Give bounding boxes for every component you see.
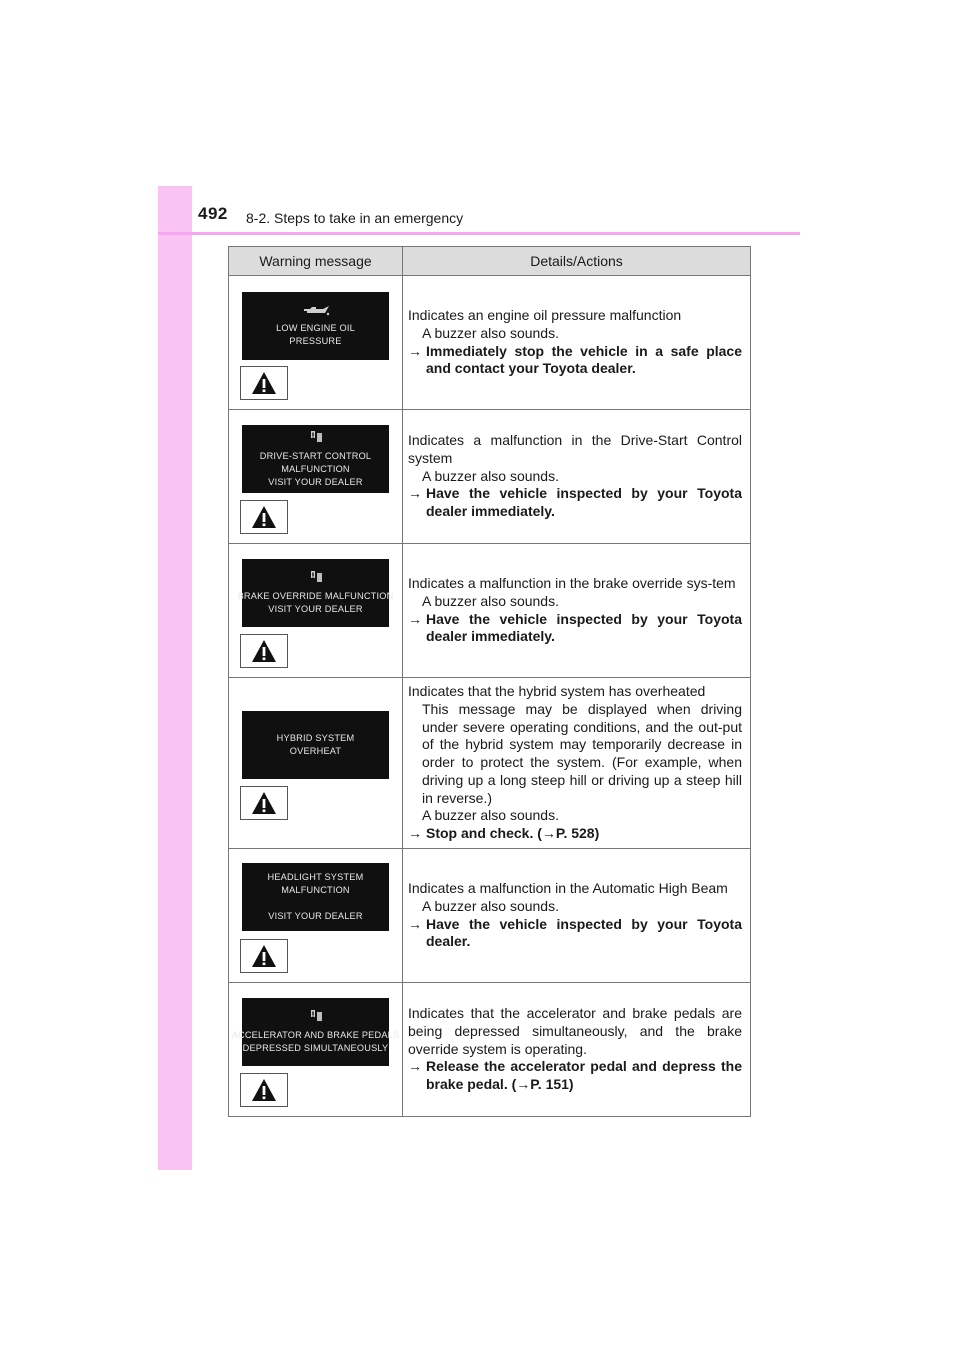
arrow-right-icon: → — [408, 485, 422, 502]
required-action — [408, 825, 742, 843]
warning-car-icon — [307, 430, 325, 448]
details-actions-cell — [403, 983, 751, 1117]
display-text-line: VISIT YOUR DEALER — [268, 604, 363, 614]
warning-triangle-icon — [240, 500, 288, 534]
col-header-details-actions: Details/Actions — [403, 247, 751, 276]
details-actions-cell — [403, 276, 751, 410]
required-action — [408, 343, 742, 379]
message-description: Indicates a malfunction in the Automatic High Beam — [408, 879, 728, 896]
warning-message-table — [228, 246, 751, 1117]
chapter-side-band — [158, 186, 192, 1170]
warning-triangle-icon — [240, 634, 288, 668]
details-actions-cell — [403, 849, 751, 983]
display-text-line: HYBRID SYSTEM — [276, 733, 355, 743]
table-row — [229, 410, 751, 544]
arrow-right-icon: → — [408, 825, 422, 842]
table-row — [229, 849, 751, 983]
page-number: 492 — [198, 204, 228, 223]
multi-information-display — [231, 998, 400, 1066]
header-rule — [158, 232, 800, 235]
display-text-line: VISIT YOUR DEALER — [268, 476, 363, 487]
display-text-line: HEADLIGHT SYSTEM — [267, 872, 364, 882]
display-text-line — [314, 897, 317, 910]
message-note: A buzzer also sounds. — [422, 324, 559, 341]
message-note: A buzzer also sounds. — [422, 592, 559, 609]
message-note: A buzzer also sounds. — [422, 807, 559, 824]
message-note: A buzzer also sounds. — [422, 897, 559, 914]
required-action — [408, 916, 742, 952]
warning-triangle-icon — [240, 786, 288, 820]
arrow-right-icon: → — [408, 915, 422, 932]
message-note: A buzzer also sounds. — [422, 467, 559, 484]
message-description: Indicates a malfunction in the brake override sys-tem — [408, 574, 736, 591]
action-text: Have the vehicle inspected by your Toyota dealer immediately. — [426, 485, 742, 520]
message-description: Indicates that the accelerator and brake pedals are being depressed simultaneously, and the brake override system is operating. — [408, 1005, 742, 1057]
col-header-warning-message: Warning message — [229, 247, 403, 276]
message-description: Indicates an engine oil pressure malfunction — [408, 306, 682, 323]
arrow-right-icon: → — [408, 342, 422, 359]
action-text: Release the accelerator pedal and depress the brake pedal. (→P. 151) — [426, 1058, 742, 1093]
warning-message-cell — [229, 544, 403, 678]
multi-information-display — [242, 292, 389, 360]
section-title: 8-2. Steps to take in an emergency — [246, 210, 464, 226]
multi-information-display — [237, 559, 394, 627]
action-text: Have the vehicle inspected by your Toyota dealer immediately. — [426, 610, 742, 645]
display-text-line: MALFUNCTION — [281, 885, 350, 895]
multi-information-display — [242, 425, 389, 493]
message-description: Indicates that the hybrid system has overheated — [408, 682, 706, 699]
required-action — [408, 485, 742, 521]
multi-information-display — [242, 711, 389, 779]
arrow-right-icon: → — [408, 1058, 422, 1075]
action-text: Immediately stop the vehicle in a safe place and contact your Toyota dealer. — [426, 342, 742, 377]
warning-message-cell — [229, 410, 403, 544]
display-text-line: LOW ENGINE OIL — [276, 323, 355, 333]
warning-message-cell — [229, 678, 403, 849]
display-text-line: ACCELERATOR AND BRAKE PEDALS — [231, 1030, 400, 1040]
display-text-line: DEPRESSED SIMULTANEOUSLY — [242, 1043, 389, 1053]
details-actions-cell — [403, 678, 751, 849]
message-note: This message may be displayed when driving under severe operating conditions, and the out-put of the hybrid system may temporarily decrease in order to protect the system. (For example, when driving up a long steep hill or driving up a steep hill in reverse.) — [422, 700, 742, 806]
arrow-right-icon: → — [408, 610, 422, 627]
action-text: Stop and check. (→P. 528) — [426, 825, 600, 842]
details-actions-cell — [403, 544, 751, 678]
table-row — [229, 983, 751, 1117]
display-text-line: PRESSURE — [289, 336, 342, 346]
table-row — [229, 276, 751, 410]
warning-message-cell — [229, 849, 403, 983]
oil-can-icon — [301, 304, 331, 320]
warning-message-cell — [229, 276, 403, 410]
details-actions-cell — [403, 410, 751, 544]
multi-information-display — [242, 863, 389, 931]
display-text-line: VISIT YOUR DEALER — [268, 911, 363, 921]
warning-car-icon — [307, 1009, 325, 1027]
action-text: Have the vehicle inspected by your Toyota dealer. — [426, 915, 742, 950]
display-text-line: DRIVE-START CONTROL — [259, 450, 372, 461]
display-text-line: BRAKE OVERRIDE MALFUNCTION — [237, 591, 394, 601]
display-text-line: OVERHEAT — [289, 746, 342, 756]
warning-car-icon — [307, 570, 325, 588]
table-row — [229, 678, 751, 849]
required-action — [408, 611, 742, 647]
table-header-row — [229, 247, 751, 276]
message-description: Indicates a malfunction in the Drive-Start Control system — [408, 432, 742, 466]
warning-triangle-icon — [240, 1073, 288, 1107]
warning-message-cell — [229, 983, 403, 1117]
table-body — [229, 276, 751, 1117]
warning-triangle-icon — [240, 939, 288, 973]
table-row — [229, 544, 751, 678]
required-action — [408, 1058, 742, 1094]
warning-triangle-icon — [240, 366, 288, 400]
display-text-line: MALFUNCTION — [281, 463, 350, 474]
